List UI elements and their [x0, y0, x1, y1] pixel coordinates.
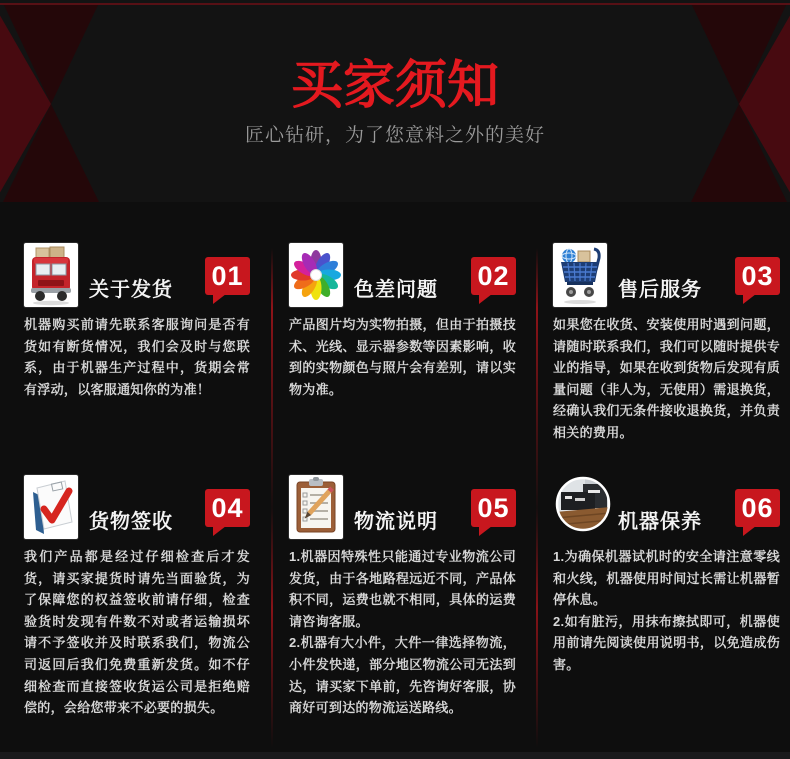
section-text: 机器购买前请先联系客服询问是否有货如有断货情况，我们会及时与您联系，由于机器生产过程中，货期会常有浮动，以客服通知你的为准！	[24, 317, 250, 397]
section-shipping	[24, 243, 250, 400]
section-text: 产品图片均为实物拍摄，但由于拍摄技术、光线、显示器参数等因素影响，收到的实物颜色与照片会有差别，请以实物为准。	[289, 317, 516, 397]
badge-number: 01	[211, 260, 244, 291]
section-text: 我们产品都是经过仔细检查后才发货，请买家提货时请先当面验货，为了保障您的权益签收前请仔细，检查验货时发现有件数不对或者运输损坏请不予签收并及时联系我们，物流公司返回后我们免费重新发货。如不仔细检查而直接签收货运公司是拒绝赔偿的，会给您带来不必要的损失。	[24, 549, 250, 716]
section-text: 1.为确保机器试机时的安全请注意零线和火线，机器使用时间过长需让机器暂停休息。	[553, 549, 780, 608]
section-machine-maintenance	[553, 475, 780, 676]
machine-photo-icon	[555, 476, 611, 532]
truck-icon	[24, 243, 78, 307]
column-divider-right	[536, 248, 538, 748]
section-text: 2.机器有大小件，大件一律选择物流，小件发快递，部分地区物流公司无法到达，请买家下单前，先咨询好客服，协商好可到达的物流运送路线。	[289, 635, 516, 716]
section-text: 2.如有脏污，用抹布擦拭即可，机器使用前请先阅读使用说明书，以免造成伤害。	[553, 613, 780, 672]
color-flower-icon	[289, 243, 343, 307]
bottom-edge-strip	[0, 752, 790, 759]
badge-number: 03	[741, 260, 774, 291]
badge-number: 02	[477, 260, 510, 291]
section-text: 1.机器因特殊性只能通过专业物流公司发货，由于各地路程远近不同，产品体积不同，运费也就不相同，具体的运费请咨询客服。	[289, 549, 516, 629]
section-title: 售后服务	[618, 279, 702, 301]
notice-grid	[0, 202, 790, 752]
section-title: 机器保养	[618, 511, 702, 533]
number-badge	[205, 257, 250, 295]
section-title: 物流说明	[354, 511, 438, 533]
section-logistics	[289, 475, 516, 719]
badge-number: 04	[211, 492, 244, 523]
number-badge	[205, 489, 250, 527]
section-title: 货物签收	[89, 511, 173, 533]
banner-title: 买家须知	[290, 57, 499, 115]
top-accent-line	[0, 3, 790, 5]
section-after-sales	[553, 243, 780, 444]
checkmark-document-icon	[24, 475, 78, 539]
number-badge	[471, 489, 516, 527]
number-badge	[735, 489, 780, 527]
number-badge	[735, 257, 780, 295]
shopping-cart-icon	[553, 243, 607, 307]
banner-header	[0, 0, 790, 202]
section-title: 色差问题	[354, 279, 438, 301]
section-color-difference	[289, 243, 516, 400]
section-text: 如果您在收货、安装使用时遇到问题，请随时联系我们，我们可以随时提供专业的指导，如果在收到货物后发现有质量问题（非人为，无使用）需退换货，经确认我们无条件接收退换货，并负责相关的费用。	[553, 317, 780, 440]
column-divider-left	[271, 248, 273, 748]
badge-number: 06	[741, 492, 774, 523]
number-badge	[471, 257, 516, 295]
clipboard-icon	[289, 475, 343, 539]
section-goods-acceptance	[24, 475, 250, 719]
section-title: 关于发货	[89, 279, 173, 301]
banner-subtitle: 匠心钻研，为了您意料之外的美好	[244, 125, 545, 146]
badge-number: 05	[477, 492, 510, 523]
